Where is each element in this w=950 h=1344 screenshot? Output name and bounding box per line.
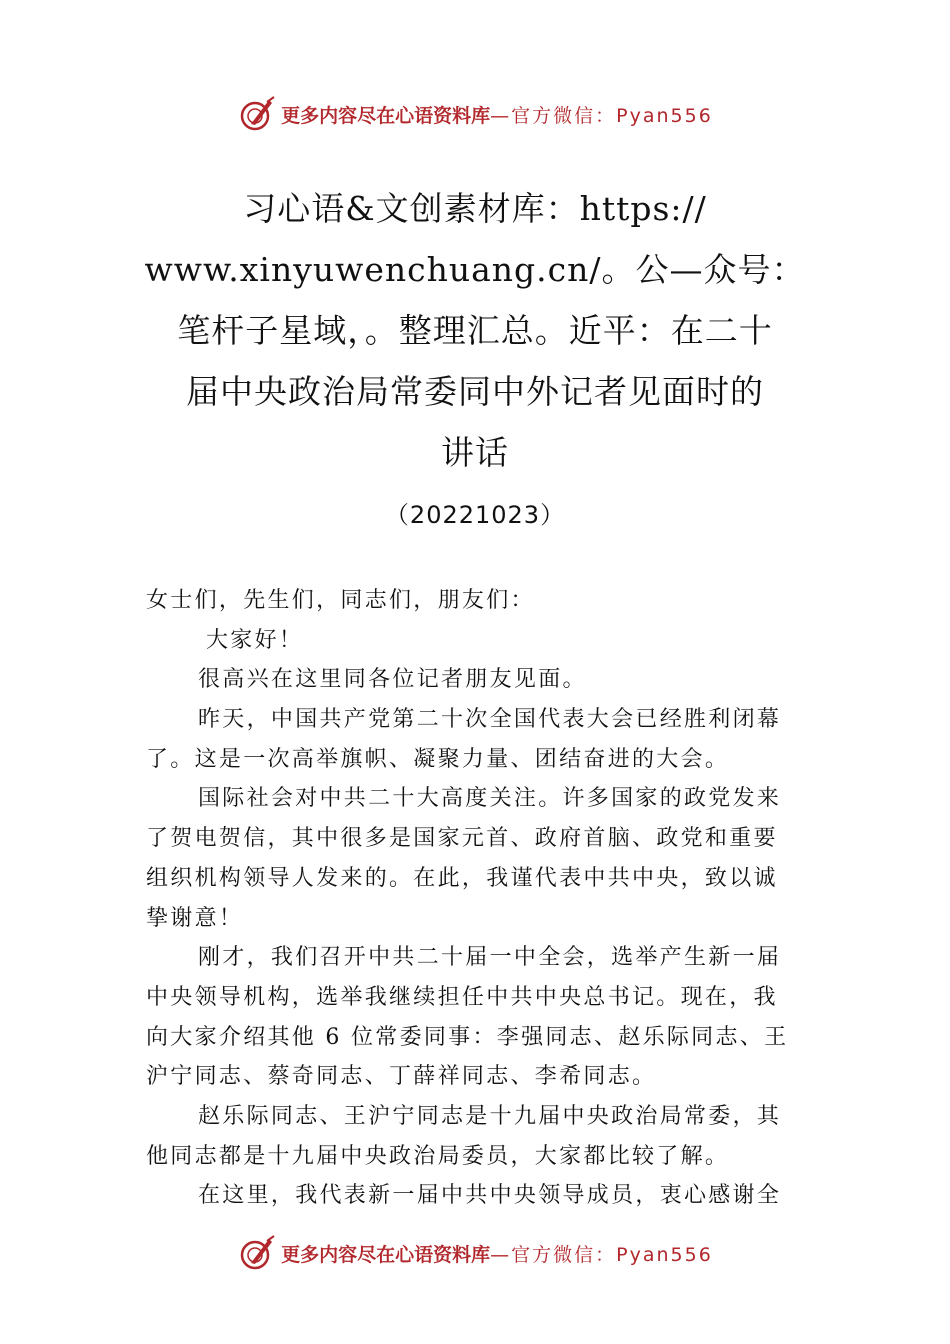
body-line: 大家好！ — [206, 627, 304, 653]
body-line: 了。这是一次高举旗帜、凝聚力量、团结奋进的大会。 — [146, 746, 730, 772]
document-title — [100, 178, 850, 483]
top-banner — [0, 92, 950, 136]
body-line: 他同志都是十九届中央政治局委员，大家都比较了解。 — [146, 1143, 730, 1169]
body-line: 了贺电贺信，其中很多是国家元首、政府首脑、政党和重要 — [146, 826, 778, 852]
bottom-banner — [0, 1231, 950, 1275]
banner-left-text: 更多内容尽在心语资料库 — [281, 104, 491, 127]
body-line: 组织机构领导人发来的。在此，我谨代表中共中央，致以诚 — [146, 865, 778, 891]
title-line: 届中央政治局常委同中外记者见面时的 — [186, 372, 764, 411]
body-line: 沪宁同志、蔡奇同志、丁薛祥同志、李希同志。 — [146, 1064, 657, 1090]
body-line: 刚才，我们召开中共二十届一中全会，选举产生新一届 — [198, 945, 782, 971]
title-line: 笔杆子星域，。整理汇总。近平：在二十 — [177, 311, 773, 350]
body-line: 向大家介绍其他 6 位常委同事：李强同志、赵乐际同志、王 — [146, 1024, 789, 1050]
body-line: 很高兴在这里同各位记者朋友见面。 — [198, 667, 587, 693]
body-line: 中央领导机构，选举我继续担任中共中央总书记。现在，我 — [146, 984, 778, 1010]
quill-seal-icon — [237, 94, 277, 134]
quill-seal-icon — [237, 1233, 277, 1273]
body-line: 在这里，我代表新一届中共中央领导成员，衷心感谢全 — [198, 1183, 782, 1209]
document-body — [146, 581, 812, 1216]
title-line: 讲话 — [441, 433, 509, 472]
title-line: www.xinyuwenchuang.cn/。公—众号： — [144, 250, 806, 289]
title-line: 习心语&文创素材库：https:// — [243, 189, 707, 228]
banner-right-text: —官方微信：Pyan556 — [490, 1243, 713, 1266]
banner-left-text: 更多内容尽在心语资料库 — [281, 1243, 491, 1266]
body-line: 女士们，先生们，同志们，朋友们： — [146, 588, 535, 613]
body-line: 挚谢意！ — [146, 905, 244, 931]
body-line: 昨天，中国共产党第二十次全国代表大会已经胜利闭幕 — [198, 707, 782, 733]
document-date: （20221023） — [384, 501, 566, 529]
body-line: 国际社会对中共二十大高度关注。许多国家的政党发来 — [198, 786, 782, 812]
body-line: 赵乐际同志、王沪宁同志是十九届中央政治局常委，其 — [198, 1103, 782, 1129]
banner-right-text: —官方微信：Pyan556 — [490, 104, 713, 127]
